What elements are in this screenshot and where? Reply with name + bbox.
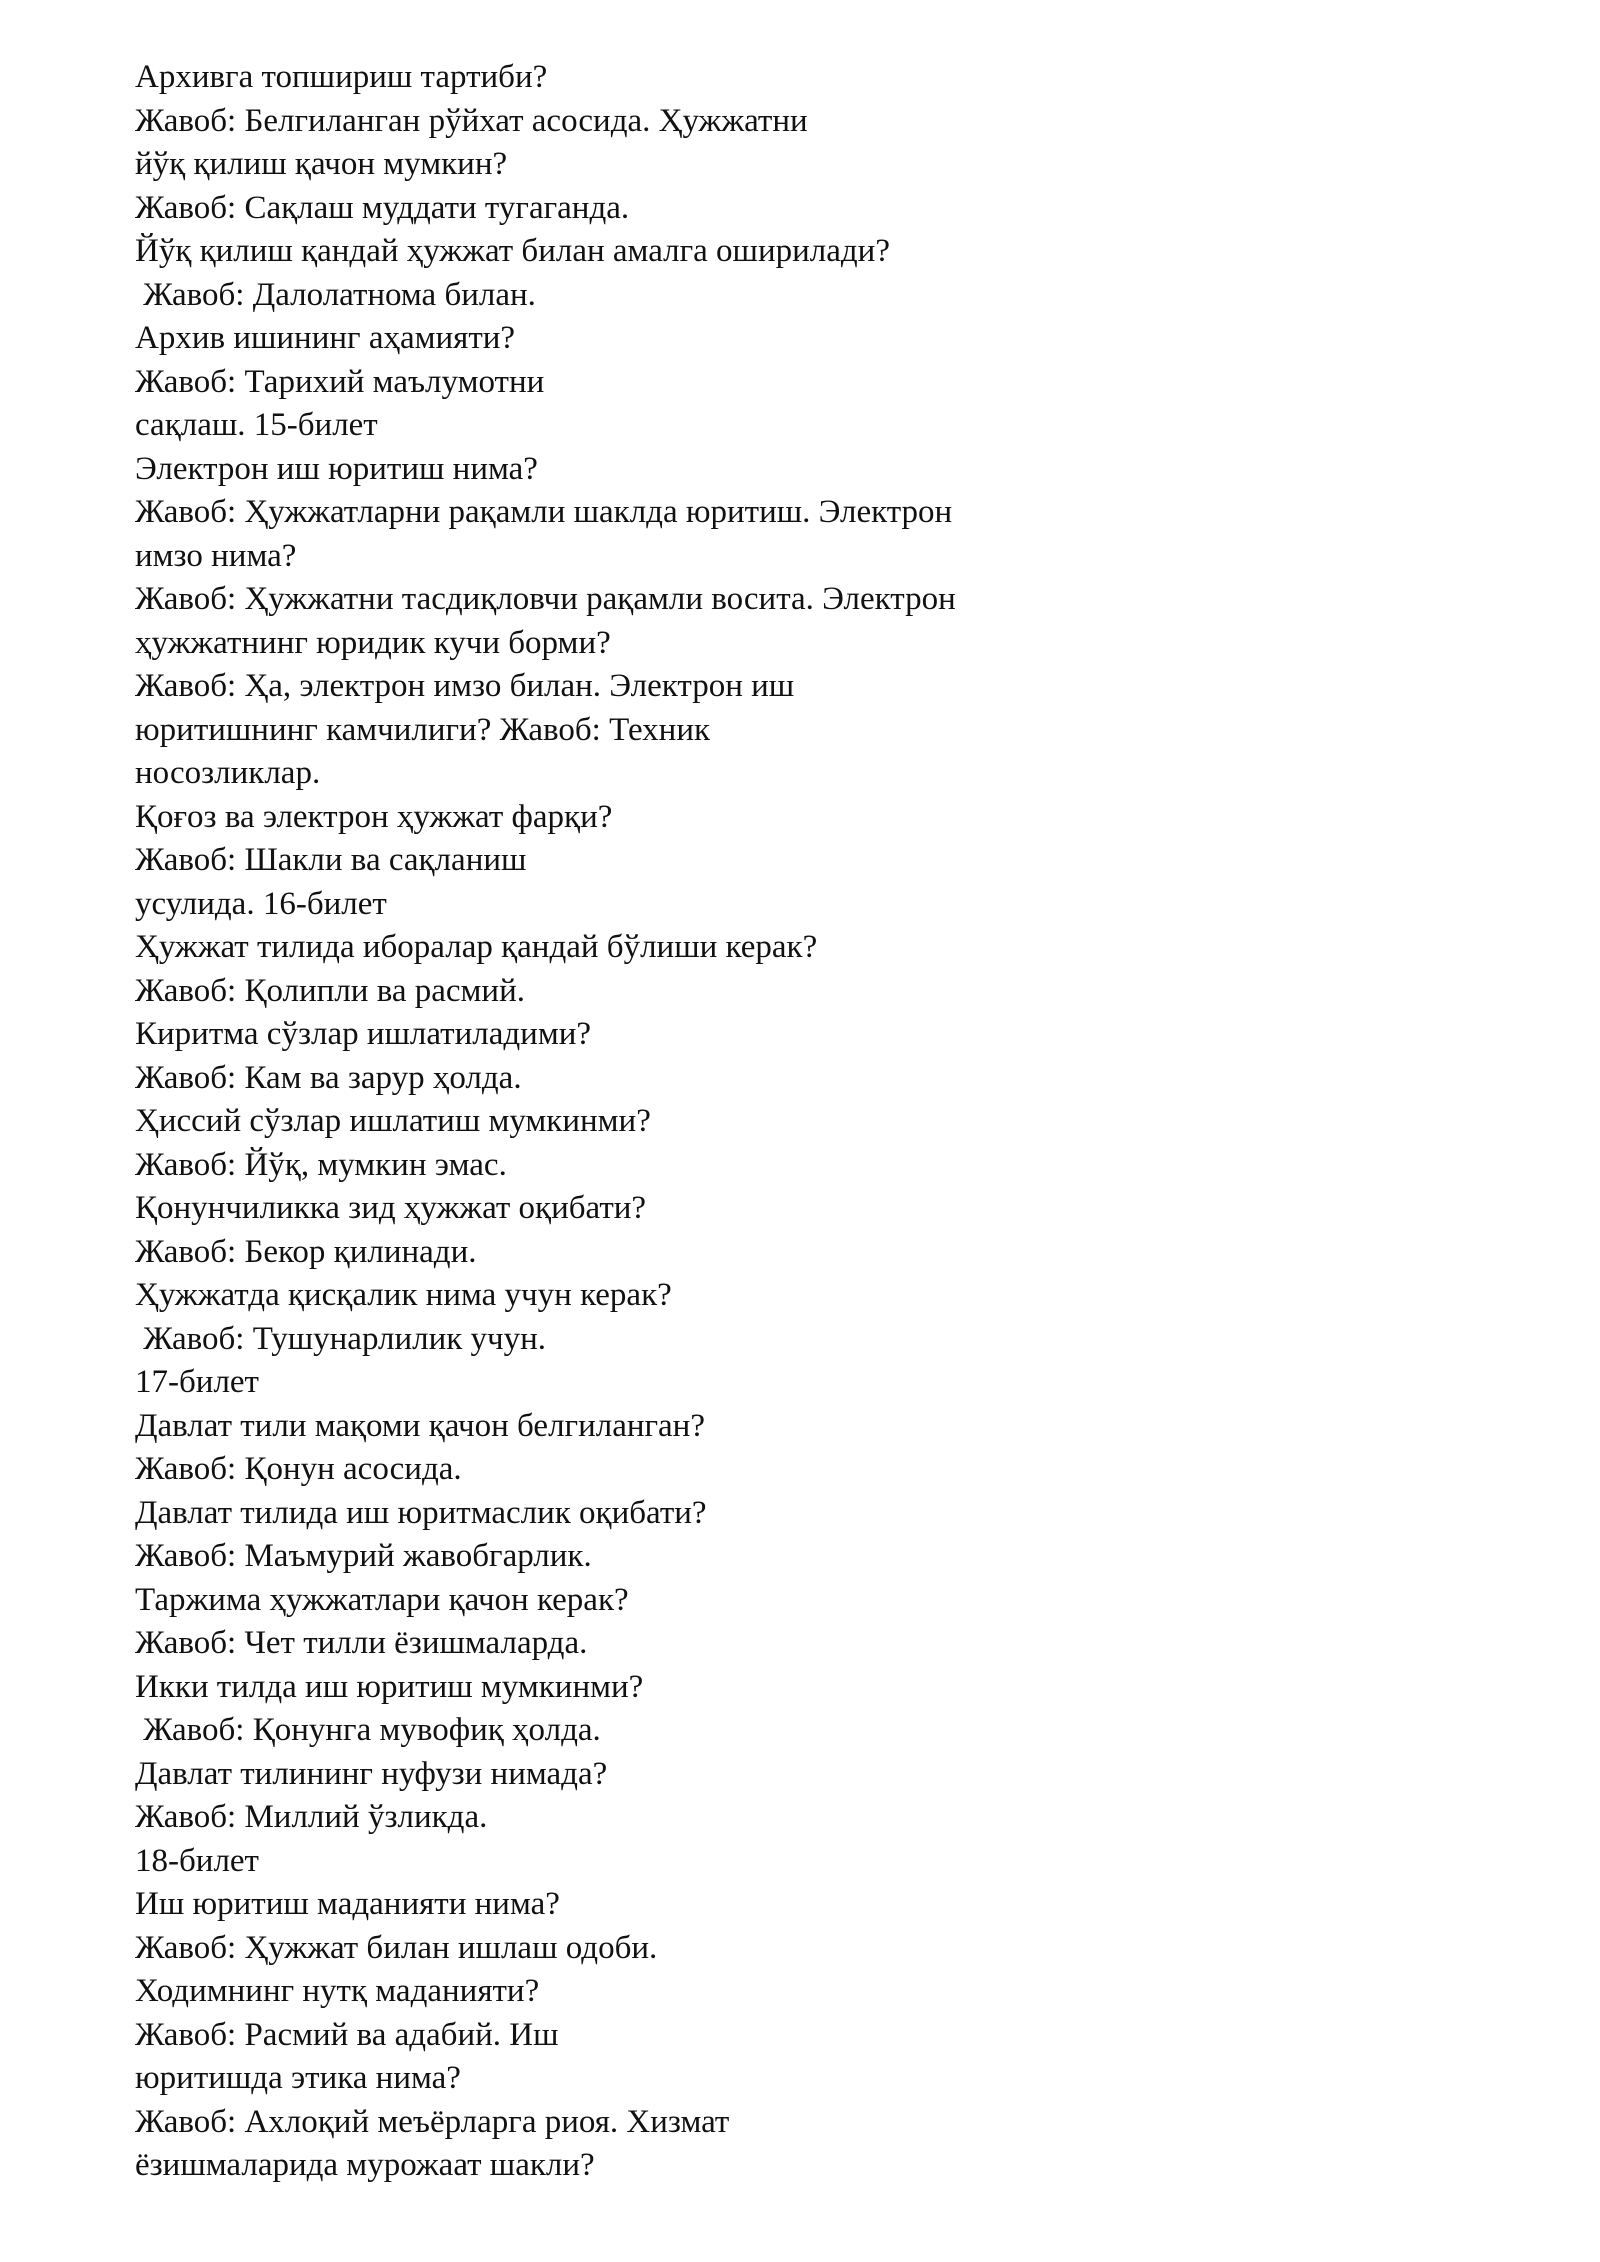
text-line: Йўқ қилиш қандай ҳужжат билан амалга оширилади? <box>135 233 890 269</box>
text-line: Жавоб: Бекор қилинади. <box>135 1233 477 1270</box>
text-line: Давлат тили мақоми қачон белгиланган? <box>135 1407 705 1444</box>
text-line: Жавоб: Қонунга мувофиқ ҳолда. <box>135 1712 601 1748</box>
text-line: Жавоб: Сақлаш муддати тугаганда. <box>135 189 630 226</box>
text-line: Архив ишининг аҳамияти? <box>135 320 516 356</box>
text-line: Ходимнинг нутқ маданияти? <box>135 1973 540 2009</box>
text-line: ҳужжатнинг юридик кучи борми? <box>135 624 611 661</box>
text-line: сақлаш. 15-билет <box>135 407 378 443</box>
text-line: Ҳужжатда қисқалик нима учун керак? <box>135 1277 672 1313</box>
text-line: Жавоб: Расмий ва адабий. Иш <box>135 2016 559 2053</box>
text-line: Электрон иш юритиш нима? <box>135 450 538 487</box>
text-line: Жавоб: Белгиланган рўйхат асосида. Ҳужжатни <box>135 102 808 139</box>
text-line: юритишда этика нима? <box>135 2060 461 2096</box>
text-line: усулида. 16-билет <box>135 885 387 922</box>
text-line: имзо нима? <box>135 537 297 574</box>
text-line: Ҳужжат тилида иборалар қандай бўлиши керак? <box>135 929 818 965</box>
text-line: Қонунчиликка зид ҳужжат оқибати? <box>135 1190 647 1226</box>
text-line: йўқ қилиш қачон мумкин? <box>135 146 508 182</box>
text-line: 18-билет <box>135 1842 259 1879</box>
text-line: Жавоб: Миллий ўзликда. <box>135 1799 488 1835</box>
text-line: Икки тилда иш юритиш мумкинми? <box>135 1668 644 1705</box>
text-line: Архивга топшириш тартиби? <box>135 59 548 95</box>
text-line: юритишнинг камчилиги? Жавоб: Техник <box>135 711 711 748</box>
text-line: Жавоб: Кам ва зарур ҳолда. <box>135 1059 522 1096</box>
text-line: Жавоб: Ҳа, электрон имзо билан. Электрон иш <box>135 668 795 704</box>
text-line: 17-билет <box>135 1364 259 1400</box>
document-text <box>135 56 1455 2188</box>
text-line: Жавоб: Қолипли ва расмий. <box>135 972 525 1009</box>
text-line: Жавоб: Шакли ва сақланиш <box>135 842 527 878</box>
text-line: Жавоб: Қонун асосида. <box>135 1451 462 1487</box>
text-line: Жавоб: Тарихий маълумотни <box>135 363 545 400</box>
text-line: Иш юритиш маданияти нима? <box>135 1886 560 1922</box>
text-line: Жавоб: Далолатнома билан. <box>135 276 536 313</box>
text-line: Жавоб: Ҳужжат билан ишлаш одоби. <box>135 1929 658 1966</box>
text-line: ёзишмаларида мурожаат шакли? <box>135 2147 595 2183</box>
text-line: Жавоб: Ахлоқий меъёрларга риоя. Хизмат <box>135 2103 730 2140</box>
text-line: Жавоб: Чет тилли ёзишмаларда. <box>135 1625 588 1661</box>
text-line: Жавоб: Тушунарлилик учун. <box>135 1320 547 1357</box>
text-line: Таржима ҳужжатлари қачон керак? <box>135 1581 629 1618</box>
text-line: носозликлар. <box>135 755 321 791</box>
text-line: Жавоб: Маъмурий жавобгарлик. <box>135 1538 592 1574</box>
text-line: Қоғоз ва электрон ҳужжат фарқи? <box>135 798 613 835</box>
text-line: Ҳиссий сўзлар ишлатиш мумкинми? <box>135 1103 651 1139</box>
text-line: Жавоб: Ҳужжатни тасдиқловчи рақамли восита. Электрон <box>135 581 956 617</box>
text-line: Жавоб: Йўқ, мумкин эмас. <box>135 1146 507 1183</box>
text-line: Давлат тилида иш юритмаслик оқибати? <box>135 1494 707 1531</box>
text-line: Жавоб: Ҳужжатларни рақамли шаклда юритиш. Электрон <box>135 494 953 530</box>
text-line: Давлат тилининг нуфузи нимада? <box>135 1755 608 1792</box>
text-line: Киритма сўзлар ишлатиладими? <box>135 1016 592 1052</box>
